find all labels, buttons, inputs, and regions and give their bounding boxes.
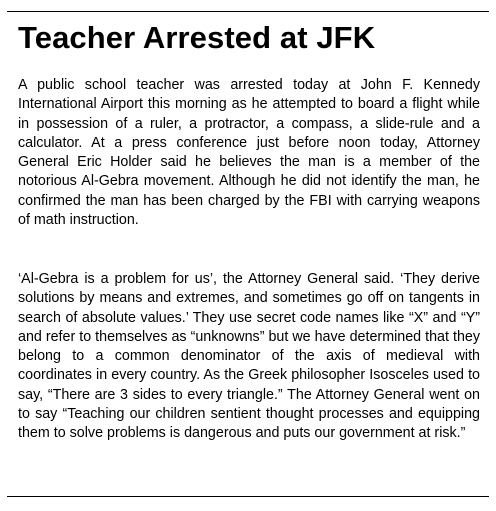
- article-headline: Teacher Arrested at JFK: [18, 20, 376, 55]
- article-paragraph-1: A public school teacher was arrested today at John F. Kennedy International Airport this morning as he attempted to board a flight while in possession of a ruler, a protractor, a compass, a slide-rule and a calculator. At a press conference just before noon today, Attorney General Eric Holder said he believes the man is a member of the notorious Al-Gebra movement. Although he did not identify the man, he confirmed the man has been charged by the FBI with carrying weapons of math instruction.: [18, 77, 480, 228]
- article-paragraph-2: ‘Al-Gebra is a problem for us’, the Attorney General said. ‘They derive solutions by means and extremes, and sometimes go off on tangents in search of absolute values.’ They use secret code names like “X” and “Y” and refer to themselves as “unknowns” but we have determined that they belong to a common denominator of the axis of medieval with coordinates in every country. As the Greek philosopher Isosceles used to say, “There are 3 sides to every triangle.” The Attorney General went on to say “Teaching our children sentient thought processes and equipping them to solve problems is dangerous and puts our government at risk.”: [18, 271, 480, 441]
- top-divider: [7, 11, 489, 12]
- bottom-divider: [7, 496, 489, 497]
